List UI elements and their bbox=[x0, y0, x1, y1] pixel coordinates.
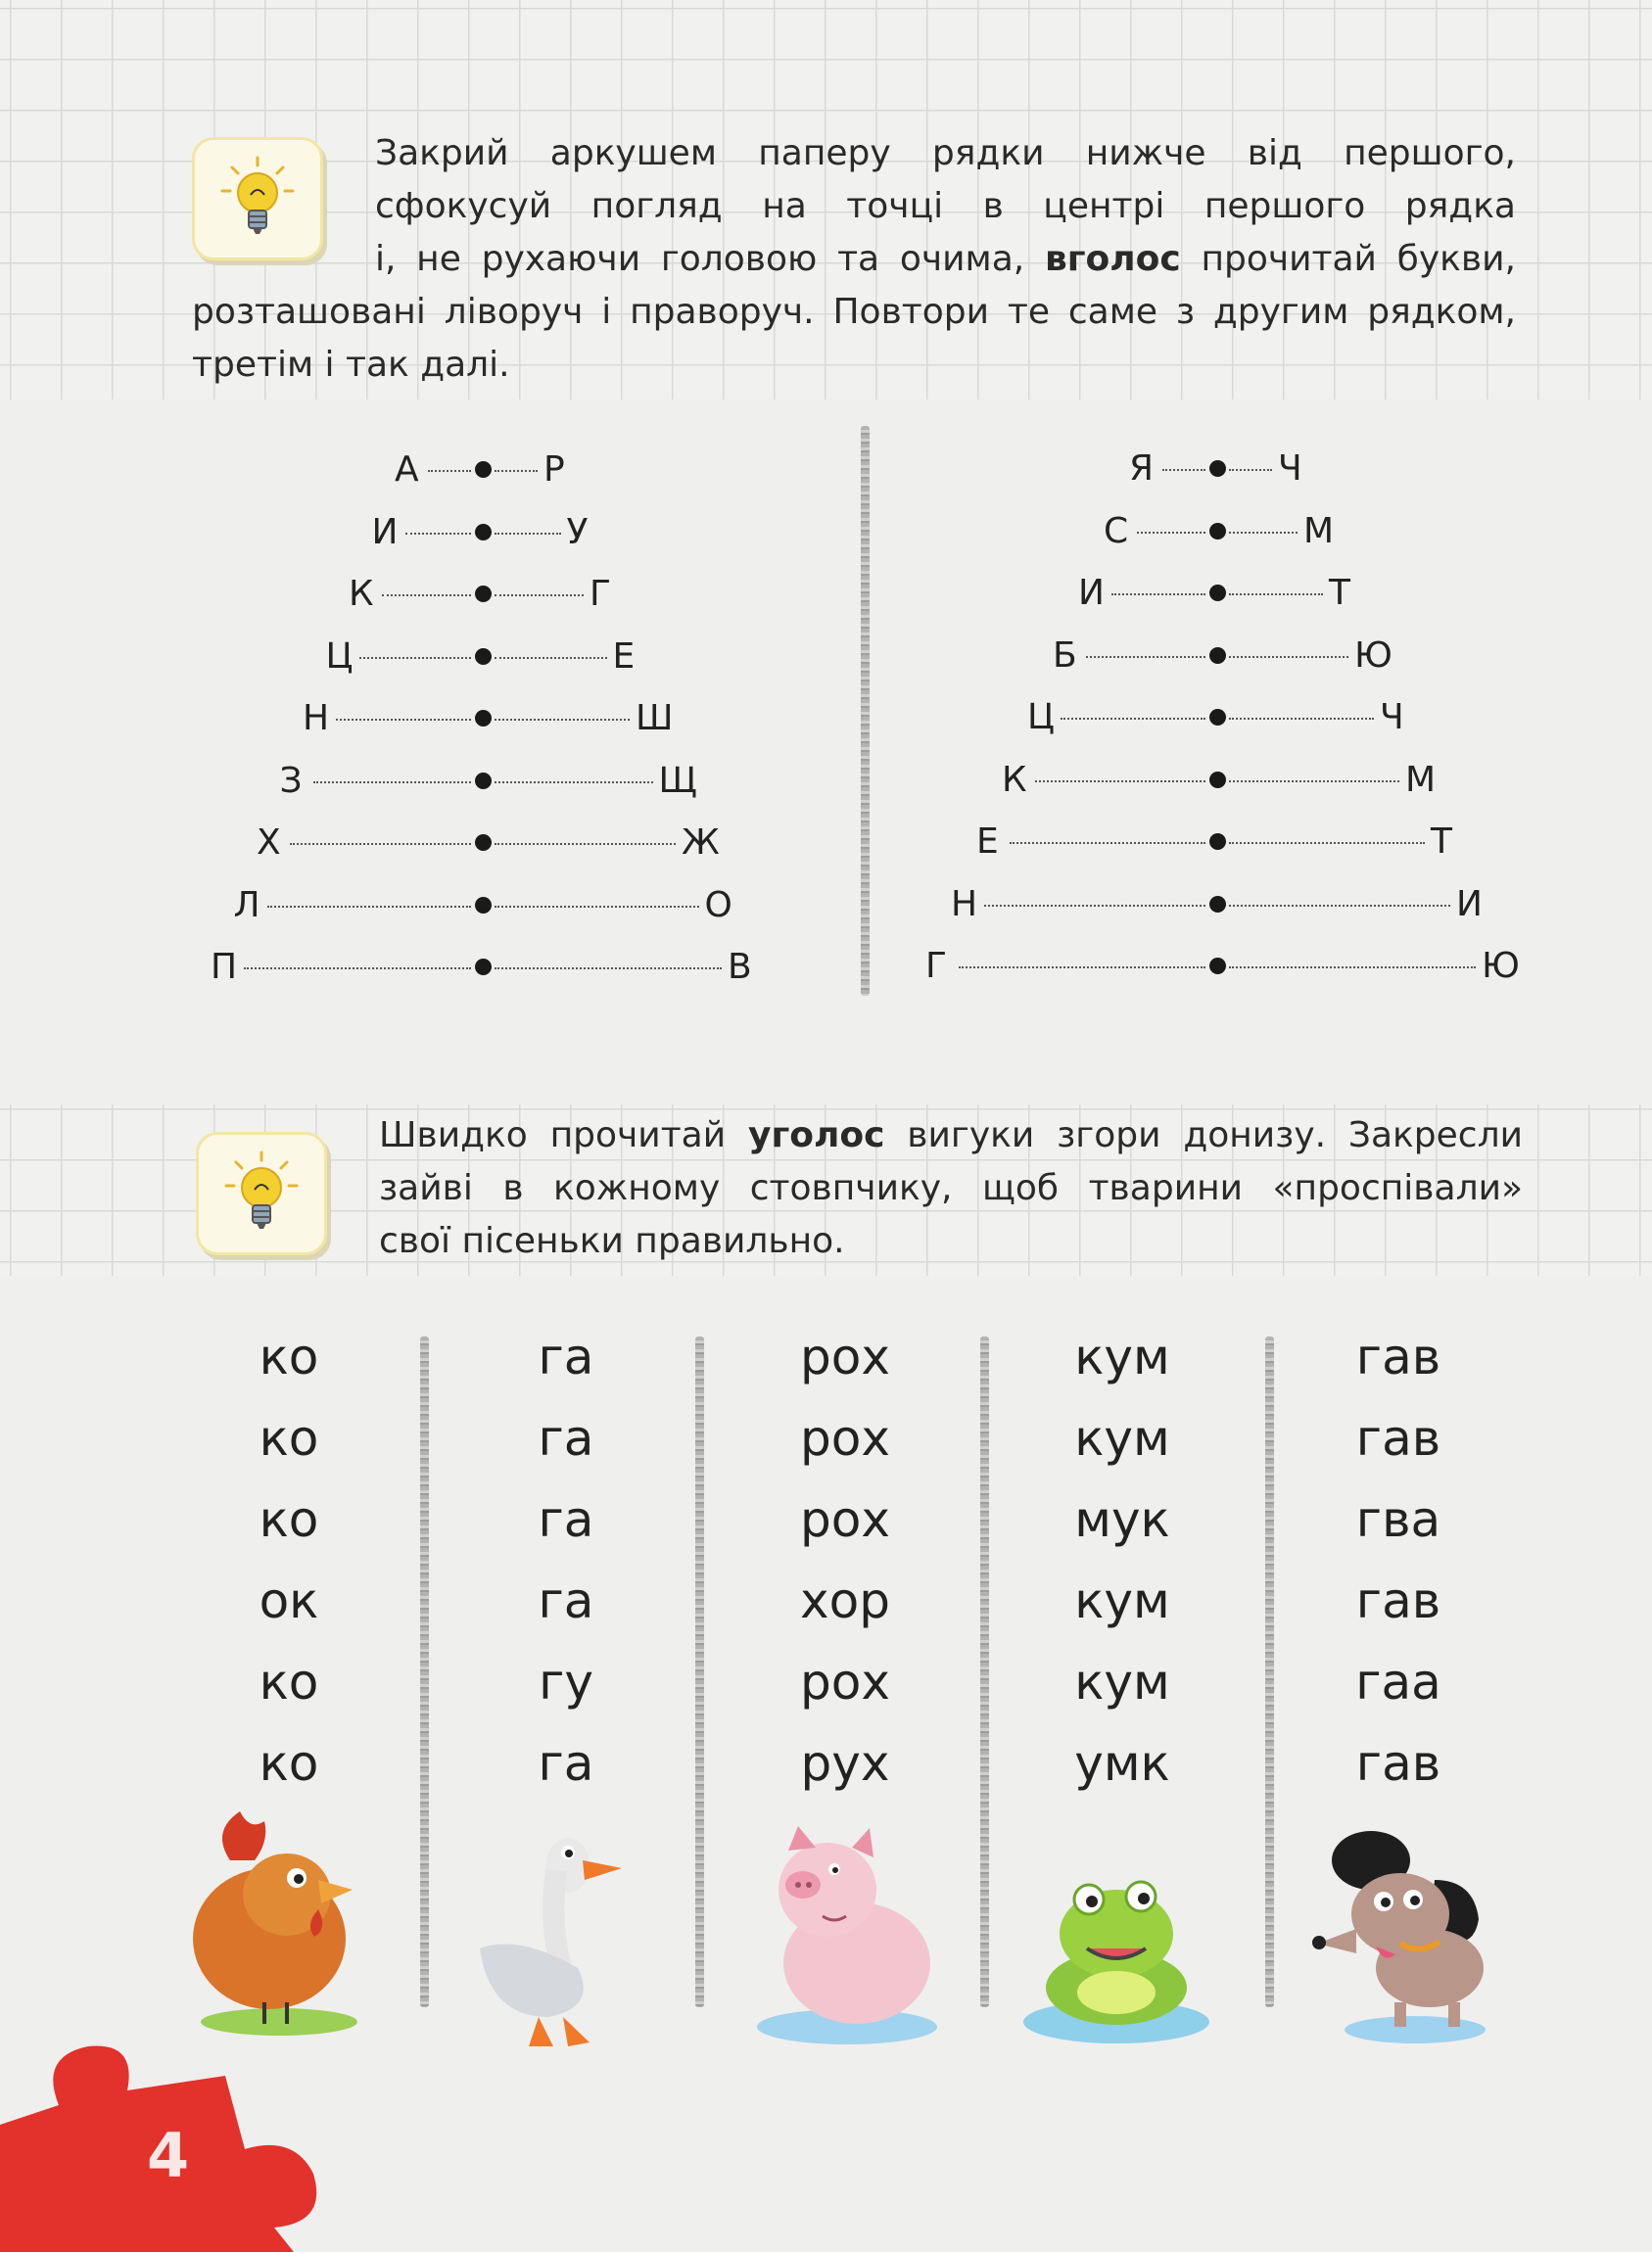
dotted-line-left bbox=[1010, 842, 1205, 844]
dotted-line-right bbox=[1229, 593, 1323, 595]
dotted-line-left bbox=[1137, 532, 1205, 534]
instruction-1-line2: сфокусуй погляд на точці в центрі першого рядка bbox=[375, 186, 1516, 226]
left-letter: Л bbox=[233, 884, 260, 925]
letter-row bbox=[0, 574, 1652, 613]
syllable[interactable]: мук bbox=[1074, 1491, 1170, 1548]
letter-row bbox=[0, 698, 1652, 737]
focus-dot bbox=[1209, 647, 1226, 664]
dotted-line-right bbox=[1229, 469, 1272, 471]
left-letter: Н bbox=[951, 883, 978, 924]
syllable[interactable]: ко bbox=[259, 1491, 319, 1548]
instruction-2 bbox=[379, 1109, 1523, 1268]
letter-row bbox=[0, 449, 1652, 489]
page-number: 4 bbox=[147, 2120, 190, 2191]
left-letter: И bbox=[371, 511, 399, 552]
dotted-line-left bbox=[1111, 593, 1205, 595]
syllable[interactable]: га bbox=[538, 1735, 594, 1792]
syllable[interactable]: кум bbox=[1074, 1329, 1170, 1385]
dotted-line-right bbox=[1229, 905, 1450, 907]
left-letter: С bbox=[1104, 510, 1129, 551]
syllable[interactable]: гу bbox=[539, 1654, 593, 1711]
right-letter: Е bbox=[612, 635, 636, 677]
right-letter: О bbox=[704, 884, 732, 925]
syllable-column bbox=[191, 1317, 387, 1805]
right-letter: И bbox=[1456, 883, 1483, 924]
syllable[interactable]: кум bbox=[1074, 1654, 1170, 1711]
right-letter: У bbox=[566, 511, 589, 552]
right-letter: М bbox=[1405, 759, 1437, 800]
instruction-2-line1-start: Швидко прочитай bbox=[379, 1115, 748, 1155]
syllable[interactable]: гаа bbox=[1355, 1654, 1441, 1711]
syllable[interactable]: гав bbox=[1355, 1410, 1441, 1467]
dotted-line-right bbox=[1229, 780, 1399, 782]
instruction-2-line1-end: вигуки згори донизу. Закресли bbox=[884, 1115, 1523, 1155]
lightbulb-icon bbox=[224, 1150, 299, 1237]
instruction-1-lines-4-5 bbox=[192, 286, 1516, 392]
focus-dot bbox=[1209, 833, 1226, 850]
dotted-line-right bbox=[1229, 842, 1425, 844]
left-letter: П bbox=[211, 947, 238, 987]
focus-dot bbox=[1209, 958, 1226, 974]
left-letter: З bbox=[279, 760, 303, 801]
left-letter: Я bbox=[1129, 448, 1155, 489]
right-letter: Ж bbox=[682, 822, 720, 863]
focus-dot bbox=[1209, 523, 1226, 540]
dotted-line-left bbox=[984, 905, 1205, 907]
dotted-line-right bbox=[1229, 718, 1374, 720]
syllable[interactable]: кум bbox=[1074, 1572, 1170, 1629]
right-letter: Ю bbox=[1482, 946, 1520, 986]
dotted-line-left bbox=[959, 966, 1205, 968]
syllable[interactable]: рох bbox=[800, 1654, 890, 1711]
dog-icon bbox=[1307, 1821, 1513, 2046]
instruction-1-bold-word: вголос bbox=[1044, 239, 1181, 279]
dotted-line-right bbox=[1229, 966, 1476, 968]
letter-row bbox=[0, 761, 1652, 800]
syllable[interactable]: рох bbox=[800, 1410, 890, 1467]
syllable-column bbox=[468, 1317, 664, 1805]
right-letter: Р bbox=[543, 449, 565, 490]
instruction-2-line2: зайві в кожному стовпчику, щоб тварини «проспівали» bbox=[379, 1168, 1523, 1208]
left-letter: Ц bbox=[1027, 697, 1055, 737]
syllable[interactable]: гав bbox=[1355, 1735, 1441, 1792]
left-letter: А bbox=[395, 449, 419, 490]
focus-dot bbox=[1209, 896, 1226, 913]
hen-icon bbox=[171, 1802, 377, 2037]
column-divider-4 bbox=[1265, 1337, 1274, 2007]
right-letter: Г bbox=[590, 574, 611, 614]
left-letter: К bbox=[1002, 759, 1027, 800]
right-letter: Ю bbox=[1354, 634, 1392, 676]
lightbulb-icon bbox=[220, 156, 295, 242]
letter-row bbox=[0, 636, 1652, 676]
goose-icon bbox=[470, 1802, 656, 2056]
syllable[interactable]: умк bbox=[1074, 1735, 1170, 1792]
left-letter: Е bbox=[976, 821, 999, 862]
left-letter: Х bbox=[257, 822, 281, 863]
syllable[interactable]: ок bbox=[259, 1572, 319, 1629]
column-divider-1 bbox=[420, 1337, 429, 2007]
syllable[interactable]: ко bbox=[259, 1410, 319, 1467]
right-letter: Т bbox=[1431, 821, 1452, 862]
dotted-line-left bbox=[1086, 656, 1205, 658]
focus-dot bbox=[1209, 460, 1226, 477]
letter-row bbox=[0, 947, 1652, 986]
syllable[interactable]: га bbox=[538, 1329, 594, 1385]
right-letter: Ч bbox=[1278, 448, 1302, 489]
syllable-column bbox=[747, 1317, 943, 1805]
instruction-1-lines-1-3 bbox=[375, 127, 1516, 286]
instruction-1-line4: розташовані ліворуч і праворуч. Повтори те саме з другим рядком, bbox=[192, 292, 1516, 332]
instruction-2-line3: свої пісеньки правильно. bbox=[379, 1221, 845, 1261]
syllable[interactable]: га bbox=[538, 1491, 594, 1548]
syllable[interactable]: гав bbox=[1355, 1572, 1441, 1629]
right-letter: Ш bbox=[636, 698, 674, 738]
syllable[interactable]: ко bbox=[259, 1329, 319, 1385]
letter-row bbox=[0, 822, 1652, 862]
instruction-1-line5: третім і так далі. bbox=[192, 345, 510, 385]
left-letter: И bbox=[1078, 573, 1105, 613]
instruction-2-bold-word: уголос bbox=[748, 1115, 885, 1155]
dotted-line-left bbox=[1061, 718, 1205, 720]
syllable[interactable]: гав bbox=[1355, 1329, 1441, 1385]
left-letter: Ц bbox=[325, 635, 354, 677]
pig-icon bbox=[744, 1806, 950, 2046]
lightbulb-tile-2 bbox=[196, 1132, 327, 1255]
dotted-line-right bbox=[1229, 532, 1298, 534]
right-letter: Щ bbox=[658, 760, 697, 801]
syllable[interactable]: рох bbox=[800, 1329, 890, 1385]
focus-dot bbox=[1209, 709, 1226, 726]
column-divider-2 bbox=[695, 1337, 704, 2007]
right-letter: М bbox=[1303, 510, 1335, 551]
lightbulb-tile-1 bbox=[192, 137, 323, 260]
left-letter: Г bbox=[925, 946, 947, 986]
dotted-line-right bbox=[1229, 656, 1348, 658]
syllable[interactable]: гва bbox=[1355, 1491, 1441, 1548]
instruction-1-line3-start: і, не рухаючи головою та очима, bbox=[375, 239, 1045, 279]
syllable[interactable]: га bbox=[538, 1572, 594, 1629]
left-letter: К bbox=[349, 574, 374, 614]
instruction-1-line3 bbox=[375, 233, 1516, 286]
left-letter: Н bbox=[303, 698, 330, 738]
instruction-2-line1 bbox=[379, 1109, 1523, 1162]
focus-dot bbox=[1209, 772, 1226, 788]
syllable[interactable]: хор bbox=[800, 1572, 890, 1629]
letter-row bbox=[0, 885, 1652, 924]
syllable[interactable]: ко bbox=[259, 1735, 319, 1792]
right-letter: Т bbox=[1329, 573, 1350, 613]
syllable-column bbox=[1300, 1317, 1496, 1805]
letter-row bbox=[0, 512, 1652, 551]
left-letter: Б bbox=[1053, 634, 1077, 676]
column-divider-3 bbox=[980, 1337, 989, 2007]
frog-icon bbox=[1018, 1855, 1214, 2046]
syllable[interactable]: кум bbox=[1074, 1410, 1170, 1467]
syllable[interactable]: га bbox=[538, 1410, 594, 1467]
syllable-column bbox=[1024, 1317, 1220, 1805]
syllable[interactable]: рох bbox=[800, 1491, 890, 1548]
syllable[interactable]: ко bbox=[259, 1654, 319, 1711]
instruction-1-line1: Закрий аркушем паперу рядки нижче від першого, bbox=[375, 133, 1516, 173]
syllable[interactable]: рух bbox=[800, 1735, 890, 1792]
instruction-1-line3-end: прочитай букви, bbox=[1180, 239, 1516, 279]
dotted-line-left bbox=[1035, 780, 1205, 782]
right-letter: В bbox=[728, 947, 752, 987]
focus-dot bbox=[1209, 585, 1226, 601]
right-letter: Ч bbox=[1380, 697, 1404, 737]
dotted-line-left bbox=[1162, 469, 1205, 471]
